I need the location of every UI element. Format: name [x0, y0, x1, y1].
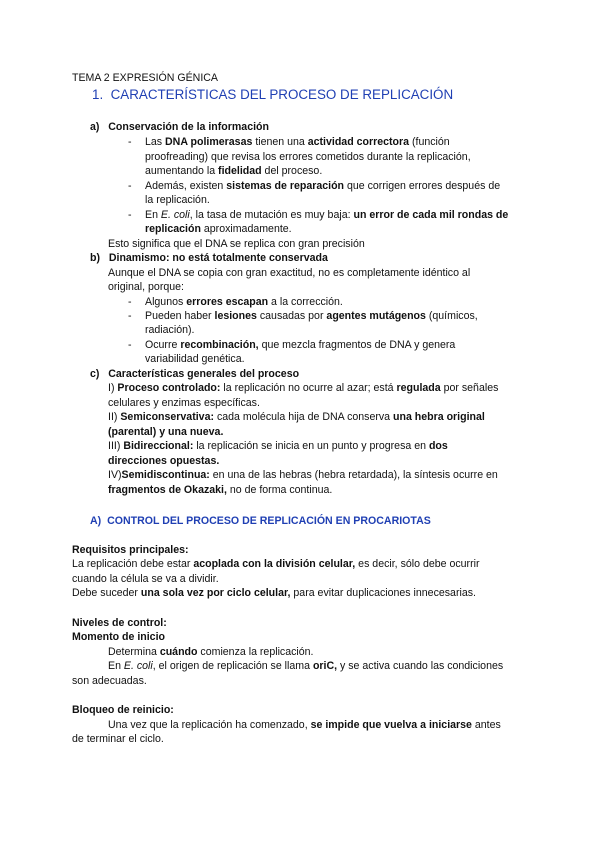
section-c-heading — [90, 367, 299, 381]
section-c-item-1-line-2: celulares y enzimas específicas. — [108, 397, 260, 409]
section-b-bullet-2: Pueden haber lesiones causadas por agentes mutágenos (químicos, — [145, 310, 478, 322]
bullet-dash: - — [128, 339, 132, 351]
momento-line-3: son adecuadas. — [72, 675, 147, 687]
bullet-dash: - — [128, 310, 132, 322]
section-b-heading — [90, 251, 328, 265]
section-c-item-2: II) Semiconservativa: cada molécula hija de DNA conserva una hebra original — [108, 411, 485, 423]
section-a-bullet-3: En E. coli, la tasa de mutación es muy baja: un error de cada mil rondas de — [145, 209, 509, 221]
momento-line-1: Determina cuándo comienza la replicación. — [108, 646, 314, 658]
section-c-item-1: I) Proceso controlado: la replicación no ocurre al azar; está regulada por señales — [108, 382, 499, 394]
section-a-letter: a) — [90, 121, 100, 133]
bullet-dash: - — [128, 180, 132, 192]
momento-line-2: En E. coli, el origen de replicación se llama oriC, y se activa cuando las condiciones — [108, 660, 504, 672]
section-c-item-4: IV)Semidiscontinua: en una de las hebras (hebra retardada), la síntesis ocurre en — [108, 469, 498, 481]
main-heading-text: CARACTERÍSTICAS DEL PROCESO DE REPLICACIÓN — [110, 87, 454, 102]
section-b-bullet-1: Algunos errores escapan a la corrección. — [145, 296, 343, 308]
bloqueo-line-2: de terminar el ciclo. — [72, 733, 164, 745]
section-b-title: Dinamismo: no está totalmente conservada — [108, 252, 328, 264]
section-a-title: Conservación de la información — [108, 121, 269, 133]
section-A-heading — [90, 514, 431, 528]
section-c-item-2-line-2: (parental) y una nueva. — [108, 426, 224, 438]
section-c-item-4-line-2: fragmentos de Okazaki, no de forma continua. — [108, 484, 333, 496]
section-a-bullet-1-line-2: proofreading) que revisa los errores cometidos durante la replicación, — [145, 151, 471, 163]
section-c-item-3: III) Bidireccional: la replicación se inicia en un punto y progresa en dos — [108, 440, 448, 452]
section-a-bullet-1-line-3: aumentando la fidelidad del proceso. — [145, 165, 323, 177]
bullet-dash: - — [128, 136, 132, 148]
section-a-bullet-2: Además, existen sistemas de reparación que corrigen errores después de — [145, 180, 501, 192]
doc-label: TEMA 2 EXPRESIÓN GÉNICA — [72, 72, 218, 84]
section-a-bullet-1: Las DNA polimerasas tienen una actividad correctora (función — [145, 136, 450, 148]
section-c-letter: c) — [90, 368, 100, 380]
section-A-letter: A) — [90, 515, 102, 527]
requisitos-line-3: Debe suceder una sola vez por ciclo celular, para evitar duplicaciones innecesarias. — [72, 587, 476, 599]
section-c-title: Características generales del proceso — [108, 368, 300, 380]
section-b-intro-1: Aunque el DNA se copia con gran exactitud, no es completamente idéntico al — [108, 267, 471, 279]
requisitos-line-1: La replicación debe estar acoplada con la división celular, es decir, sólo debe ocurrir — [72, 558, 480, 570]
section-b-bullet-3: Ocurre recombinación, que mezcla fragmentos de DNA y genera — [145, 339, 456, 351]
requisitos-title: Requisitos principales: — [72, 544, 189, 556]
section-b-bullet-3-line-2: variabilidad genética. — [145, 353, 245, 365]
section-b-bullet-2-line-2: radiación). — [145, 324, 195, 336]
momento-title: Momento de inicio — [72, 631, 165, 643]
section-a-bullet-3-line-2: replicación aproximadamente. — [145, 223, 292, 235]
section-a-heading — [90, 120, 269, 134]
main-heading — [92, 87, 453, 103]
section-b-letter: b) — [90, 252, 100, 264]
main-heading-number: 1. — [92, 87, 104, 102]
bloqueo-title: Bloqueo de reinicio: — [72, 704, 174, 716]
bloqueo-line-1: Una vez que la replicación ha comenzado, se impide que vuelva a iniciarse antes — [108, 719, 501, 731]
section-b-intro-2: original, porque: — [108, 281, 184, 293]
requisitos-line-2: cuando la célula se va a dividir. — [72, 573, 219, 585]
section-a-summary: Esto significa que el DNA se replica con gran precisión — [108, 238, 365, 250]
section-A-title: CONTROL DEL PROCESO DE REPLICACIÓN EN PROCARIOTAS — [107, 515, 431, 527]
niveles-title: Niveles de control: — [72, 617, 167, 629]
section-c-item-3-line-2: direcciones opuestas. — [108, 455, 220, 467]
section-a-bullet-2-line-2: la replicación. — [145, 194, 210, 206]
bullet-dash: - — [128, 296, 132, 308]
bullet-dash: - — [128, 209, 132, 221]
